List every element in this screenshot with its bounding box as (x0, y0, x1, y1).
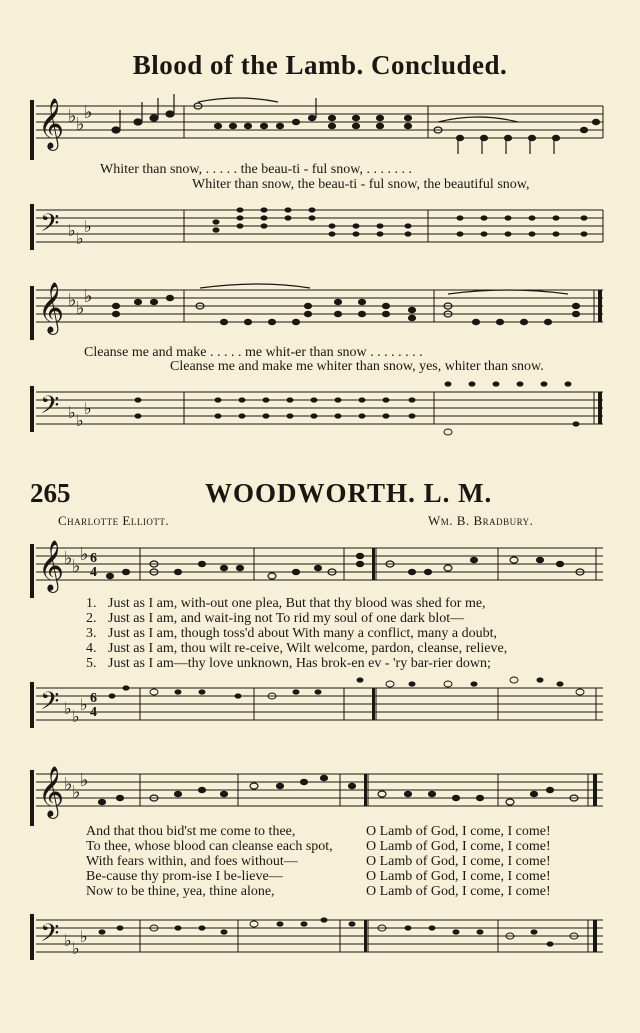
svg-text:♭: ♭ (76, 413, 84, 430)
svg-text:♭: ♭ (80, 770, 89, 790)
svg-text:6: 6 (90, 551, 97, 566)
hymn-title: WOODWORTH. L. M. (205, 478, 493, 508)
verse-1b: And that thou bid'st me come to thee, O Lamb of God, I come, I come! (86, 824, 551, 839)
composer-credit: Wm. B. Bradbury. (428, 513, 534, 528)
author-credit: Charlotte Elliott. (58, 513, 170, 528)
verse-1a: 1. Just as I am, with-out one plea, But that thy blood was shed for me, (86, 596, 486, 611)
svg-text:♭: ♭ (84, 401, 92, 418)
svg-text:♭: ♭ (80, 544, 89, 564)
svg-text:♭: ♭ (68, 223, 76, 240)
verse-2a: 2. Just as I am, and wait-ing not To rid my soul of one dark blot— (86, 611, 465, 626)
svg-text:♭: ♭ (72, 941, 80, 958)
verse-4a: 4. Just as I am, thou wilt re-ceive, Wilt welcome, pardon, cleanse, relieve, (86, 641, 508, 656)
svg-text:4: 4 (90, 705, 97, 720)
svg-text:♭: ♭ (68, 405, 76, 422)
treble-staff-4 (28, 764, 606, 826)
lyric-line-2a: Cleanse me and make . . . . . me whit-er than snow . . . . . . . . (84, 345, 423, 360)
page-title: Blood of the Lamb. Concluded. (132, 50, 508, 80)
svg-text:𝄞: 𝄞 (38, 98, 65, 149)
svg-text:♭: ♭ (64, 701, 72, 718)
svg-text:♭: ♭ (80, 929, 88, 946)
svg-text:4: 4 (90, 565, 97, 580)
treble-staff-2 (28, 280, 606, 340)
lyric-line-1a: Whiter than snow, . . . . . the beau-ti - ful snow, . . . . . . . (100, 162, 412, 177)
svg-text:♭: ♭ (80, 697, 88, 714)
verse-5b: Now to be thine, yea, thine alone, O Lamb of God, I come, I come! (86, 884, 551, 899)
svg-text:𝄢: 𝄢 (40, 210, 60, 243)
svg-text:♭: ♭ (76, 114, 85, 134)
bass-staff-1 (28, 196, 606, 266)
svg-text:♭: ♭ (68, 290, 77, 310)
bass-staff-2 (28, 378, 606, 444)
svg-text:𝄞: 𝄞 (38, 541, 65, 590)
svg-text:♭: ♭ (84, 219, 92, 236)
svg-text:𝄞: 𝄞 (38, 767, 65, 816)
lyric-line-1b: Whiter than snow, the beau-ti - ful snow, the beautiful snow, (192, 177, 530, 192)
treble-staff-1 (28, 92, 606, 160)
svg-text:♭: ♭ (84, 286, 93, 306)
verse-4b: Be-cause thy prom-ise I be-lieve— O Lamb of God, I come, I come! (86, 869, 551, 884)
svg-text:♭: ♭ (72, 782, 81, 802)
verse-2b: To thee, whose blood can cleanse each spot, O Lamb of God, I come, I come! (86, 839, 551, 854)
svg-text:♭: ♭ (64, 774, 73, 794)
svg-text:♭: ♭ (64, 548, 73, 568)
svg-text:𝄢: 𝄢 (40, 688, 60, 721)
svg-text:♭: ♭ (84, 102, 93, 122)
svg-text:♭: ♭ (72, 556, 81, 576)
svg-text:♭: ♭ (68, 106, 77, 126)
svg-text:♭: ♭ (76, 298, 85, 318)
svg-text:♭: ♭ (64, 933, 72, 950)
verse-3a: 3. Just as I am, though toss'd about With many a conflict, many a doubt, (86, 626, 497, 641)
verse-5a: 5. Just as I am—thy love unknown, Has brok-en ev - 'ry bar-rier down; (86, 656, 491, 671)
verse-3b: With fears within, and foes without— O Lamb of God, I come, I come! (86, 854, 551, 869)
hymn-number: 265 (30, 478, 71, 508)
svg-text:𝄢: 𝄢 (40, 920, 60, 953)
bass-staff-3 (28, 672, 606, 738)
svg-text:♭: ♭ (76, 231, 84, 248)
bass-staff-4 (28, 904, 606, 970)
lyric-line-2b: Cleanse me and make me whiter than snow, yes, whiter than snow. (170, 359, 544, 374)
treble-staff-3 (28, 538, 606, 598)
svg-text:♭: ♭ (72, 709, 80, 726)
svg-text:𝄞: 𝄞 (38, 283, 65, 332)
svg-text:6: 6 (90, 691, 97, 706)
svg-text:𝄢: 𝄢 (40, 392, 60, 425)
